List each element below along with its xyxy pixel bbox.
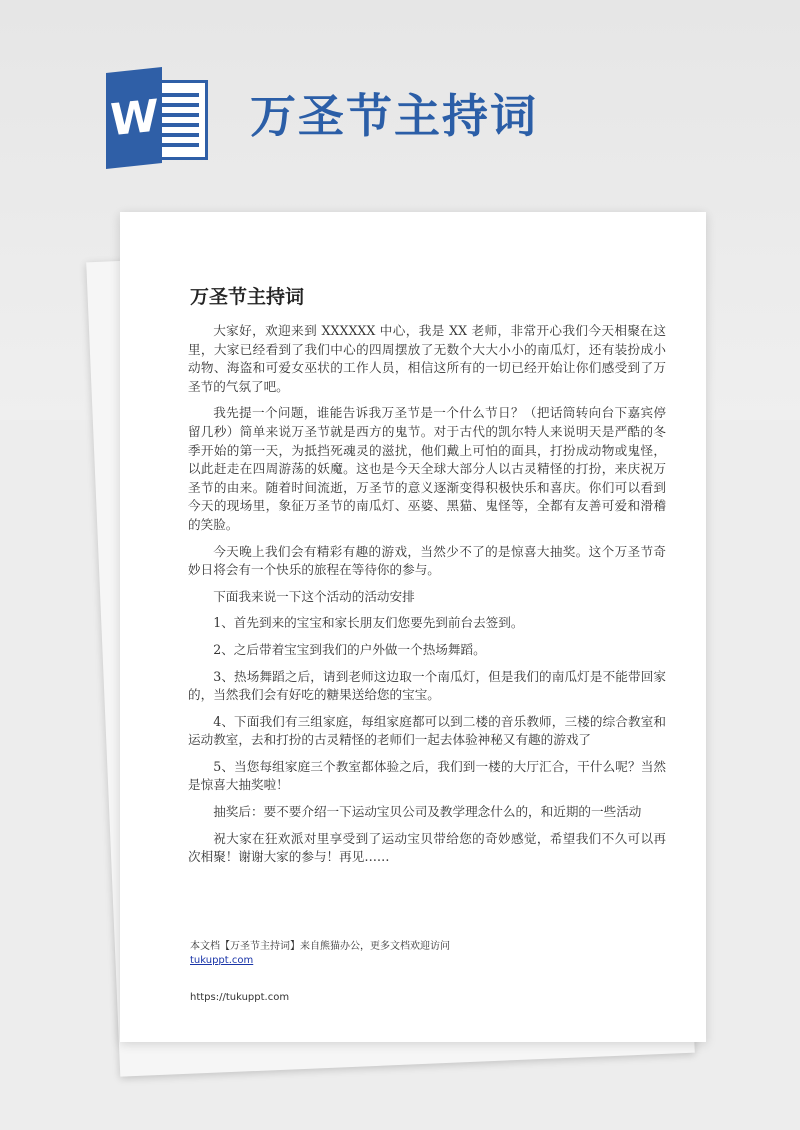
paragraph-evening: 今天晚上我们会有精彩有趣的游戏，当然少不了的是惊喜大抽奖。这个万圣节奇妙日将会有一个快乐的旅程在等待你的参与。: [188, 543, 666, 578]
site-url[interactable]: https://tukuppt.com: [190, 992, 290, 1003]
source-link[interactable]: tukuppt.com: [190, 955, 254, 966]
schedule-item-4: 4、下面我们有三组家庭，每组家庭都可以到二楼的音乐教师，三楼的综合教室和运动教室，去和打扮的古灵精怪的老师们一起去体验神秘又有趣的游戏了: [188, 713, 666, 748]
schedule-item-1: 1、首先到来的宝宝和家长朋友们您要先到前台去签到。: [213, 615, 524, 631]
word-document-icon: [100, 70, 212, 166]
source-note: [190, 940, 450, 968]
schedule-item-3: 3、热场舞蹈之后，请到老师这边取一个南瓜灯，但是我们的南瓜灯是不能带回家的，当然我们会有好吃的糖果送给您的宝宝。: [188, 668, 666, 703]
paragraph-welcome: 大家好，欢迎来到 XXXXXX 中心，我是 XX 老师，非常开心我们今天相聚在这里，大家已经看到了我们中心的四周摆放了无数个大大小小的南瓜灯，还有装扮成小动物、海盗和可爱女巫状的工作人员，相信这所有的一切已经开始让你们感受到了万圣节的气氛了吧。: [188, 323, 666, 394]
paragraph-schedule-intro: 下面我来说一下这个活动的活动安排: [213, 588, 415, 604]
paragraph-after-lottery: 抽奖后：要不要介绍一下运动宝贝公司及教学理念什么的，和近期的一些活动: [213, 804, 642, 820]
document-title: 万圣节主持词: [190, 286, 305, 308]
word-letter-icon: W: [106, 67, 162, 169]
schedule-item-5: 5、当您每组家庭三个教室都体验之后，我们到一楼的大厅汇合，干什么呢？当然是惊喜大抽奖啦！: [188, 758, 666, 793]
document-page: [120, 212, 706, 1042]
paragraph-question: 我先提一个问题，谁能告诉我万圣节是一个什么节日？（把话筒转向台下嘉宾停留几秒）简单来说万圣节就是西方的鬼节。对于古代的凯尔特人来说明天是严酷的冬季开始的第一天，为抵挡死魂灵的滋扰，他们戴上可怕的面具，打扮成动物或鬼怪，以此赶走在四周游荡的妖魔。这也是今天全球大部分人以古灵精怪的打扮，来庆祝万圣节的由来。随着时间流逝，万圣节的意义逐渐变得积极快乐和喜庆。你们可以看到今天的现场里，象征万圣节的南瓜灯、巫婆、黑猫、鬼怪等，全都有友善可爱和滑稽的笑脸。: [188, 405, 666, 532]
schedule-item-2: 2、之后带着宝宝到我们的户外做一个热场舞蹈。: [213, 641, 486, 657]
document-body: [188, 322, 666, 875]
source-note-text: 本文档【万圣节主持词】来自熊猫办公，更多文档欢迎访问: [190, 941, 450, 952]
banner-title: 万圣节主持词: [250, 89, 538, 143]
paragraph-closing: 祝大家在狂欢派对里享受到了运动宝贝带给您的奇妙感觉，希望我们不久可以再次相聚！谢谢大家的参与！再见……: [188, 830, 666, 865]
